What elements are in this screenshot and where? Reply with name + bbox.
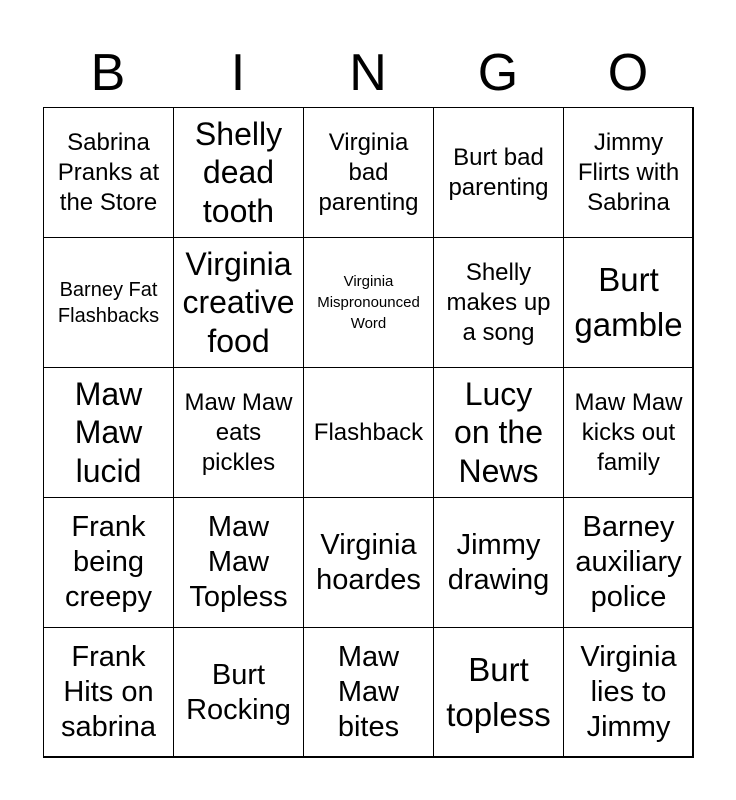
bingo-cell[interactable] [43, 497, 174, 628]
bingo-cell-label: Frank Hits on sabrina [60, 641, 157, 743]
bingo-cell[interactable] [43, 367, 174, 498]
bingo-cell-label: Burt Rocking [186, 658, 291, 726]
bingo-cell-label: Maw Maw Topless [189, 511, 288, 613]
bingo-cell[interactable] [303, 237, 434, 368]
bingo-cell-label: Jimmy Flirts with Sabrina [577, 128, 680, 216]
header-letter-g: G [477, 44, 519, 102]
bingo-cell-label: Maw Maw eats pickles [184, 388, 293, 476]
bingo-cell-label: Flashback [313, 418, 424, 446]
bingo-cell-label: Shelly makes up a song [446, 258, 551, 346]
bingo-cell-label: Burt topless [446, 650, 551, 733]
bingo-cell[interactable] [433, 367, 564, 498]
bingo-cell-label: Virginia creative food [182, 245, 295, 359]
bingo-cell[interactable] [433, 237, 564, 368]
header-letter-n: N [349, 44, 387, 102]
bingo-cell[interactable] [433, 497, 564, 628]
header-letter-o: O [607, 44, 649, 102]
bingo-cell-label: Virginia bad parenting [318, 128, 419, 216]
header-letter-i: I [230, 44, 246, 102]
bingo-cell[interactable] [173, 237, 304, 368]
bingo-cell[interactable] [563, 497, 694, 628]
bingo-cell-label: Lucy on the News [454, 375, 543, 489]
bingo-cell[interactable] [303, 497, 434, 628]
bingo-cell[interactable] [43, 107, 174, 238]
bingo-cell[interactable] [303, 107, 434, 238]
bingo-cell-label: Virginia Mispronounced Word [317, 273, 420, 332]
bingo-cell-label: Burt gamble [574, 260, 683, 343]
bingo-cell[interactable] [43, 627, 174, 758]
bingo-cell[interactable] [563, 107, 694, 238]
bingo-cell[interactable] [173, 107, 304, 238]
bingo-cell[interactable] [173, 627, 304, 758]
header-letter-b: B [90, 44, 126, 102]
bingo-cell-label: Virginia lies to Jimmy [580, 641, 677, 743]
bingo-cell[interactable] [563, 237, 694, 368]
bingo-cell[interactable] [303, 367, 434, 498]
bingo-cell-label: Shelly dead tooth [194, 115, 283, 229]
bingo-cell[interactable] [433, 627, 564, 758]
bingo-cell-label: Maw Maw kicks out family [574, 388, 683, 476]
bingo-cell-label: Barney auxiliary police [575, 511, 682, 613]
bingo-cell-label: Frank being creepy [64, 511, 153, 613]
bingo-cell[interactable] [173, 367, 304, 498]
bingo-header [43, 38, 693, 108]
bingo-cell[interactable] [173, 497, 304, 628]
bingo-cell-label: Maw Maw lucid [74, 375, 143, 489]
bingo-cell[interactable] [563, 367, 694, 498]
bingo-cell-label: Sabrina Pranks at the Store [57, 128, 160, 216]
bingo-cell[interactable] [433, 107, 564, 238]
bingo-cell-label: Barney Fat Flashbacks [57, 278, 160, 327]
bingo-cell-label: Maw Maw bites [337, 641, 400, 743]
bingo-cell-label: Virginia hoardes [316, 528, 421, 596]
bingo-board [43, 107, 693, 757]
bingo-cell[interactable] [43, 237, 174, 368]
bingo-cell[interactable] [563, 627, 694, 758]
bingo-cell[interactable] [303, 627, 434, 758]
bingo-cell-label: Burt bad parenting [448, 143, 549, 201]
bingo-cell-label: Jimmy drawing [447, 528, 550, 596]
